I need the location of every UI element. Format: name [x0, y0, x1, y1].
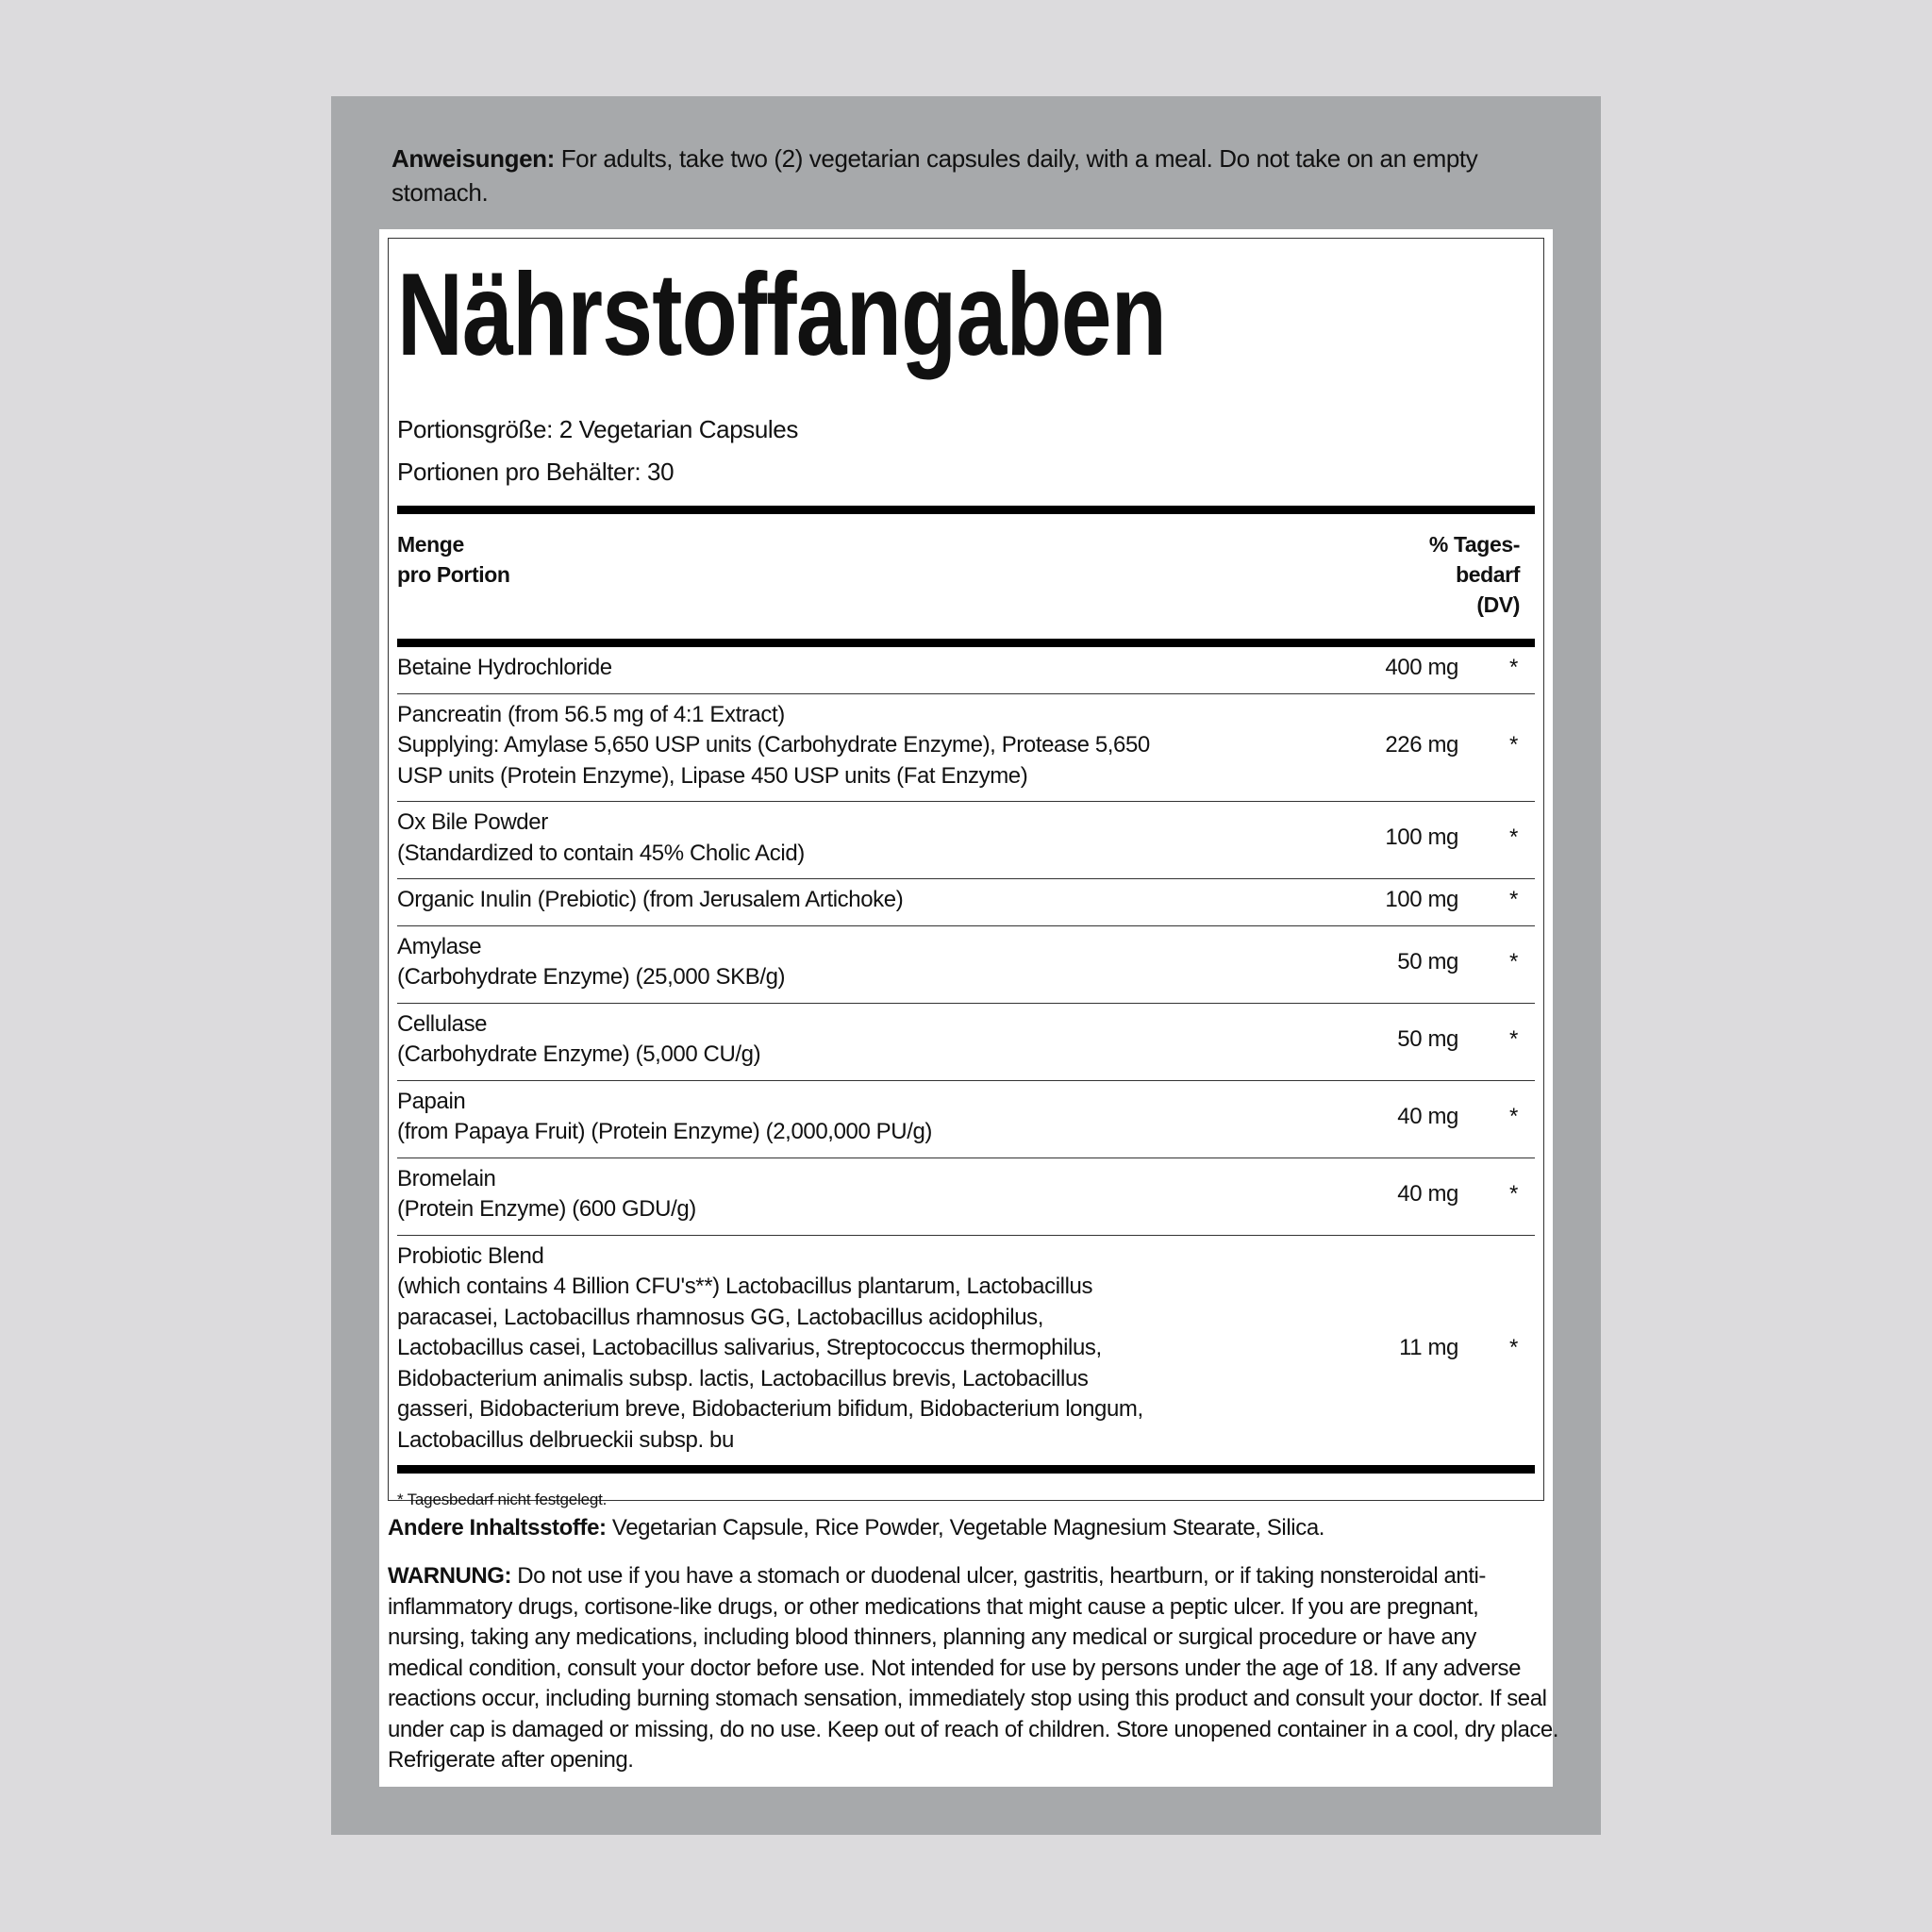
nutrient-daily-value: * [1509, 732, 1518, 758]
nutrient-daily-value: * [1509, 655, 1518, 680]
table-row [397, 1004, 1535, 1081]
nutrient-line: paracasei, Lactobacillus rhamnosus GG, Lactobacillus acidophilus, [397, 1304, 1044, 1330]
header-right-line: (DV) [1476, 592, 1520, 617]
table-row [397, 647, 1535, 694]
nutrient-daily-value: * [1509, 887, 1518, 912]
supplement-facts-box [388, 238, 1544, 1508]
nutrient-line: Lactobacillus delbrueckii subsp. bu [397, 1426, 734, 1453]
warning-line: inflammatory drugs, cortisone-like drugs, or other medications that might cause a peptic ulcer. If you are pregnant, [388, 1593, 1479, 1620]
nutrient-line: (Carbohydrate Enzyme) (5,000 CU/g) [397, 1041, 761, 1067]
table-row [397, 926, 1535, 1004]
directions [391, 142, 1524, 209]
nutrient-name [397, 653, 1326, 684]
serving-size: Portionsgröße: 2 Vegetarian Capsules [397, 415, 798, 443]
nutrient-line: Bromelain [397, 1165, 496, 1191]
nutrient-line: (Protein Enzyme) (600 GDU/g) [397, 1196, 696, 1222]
nutrient-daily-value: * [1509, 1335, 1518, 1360]
warning-line: medical condition, consult your doctor before use. Not intended for use by persons under the age of 18. If any adverse [388, 1655, 1521, 1681]
other-ingredients [388, 1515, 1324, 1541]
nutrient-line: USP units (Protein Enzyme), Lipase 450 USP units (Fat Enzyme) [397, 762, 1028, 789]
nutrient-line: gasseri, Bidobacterium breve, Bidobacterium bifidum, Bidobacterium longum, [397, 1396, 1143, 1422]
nutrient-daily-value: * [1509, 1103, 1518, 1129]
nutrient-rows [397, 647, 1535, 1465]
nutrient-amount: 50 mg [1397, 948, 1458, 974]
nutrient-name [397, 885, 1326, 916]
nutrient-line: Betaine Hydrochloride [397, 655, 612, 680]
nutrient-name [397, 1009, 1326, 1071]
header-left-line: pro Portion [397, 562, 510, 587]
nutrient-line: Bidobacterium animalis subsp. lactis, Lactobacillus brevis, Lactobacillus [397, 1365, 1089, 1391]
other-ingredients-label: Andere Inhaltsstoffe: [388, 1515, 607, 1541]
header-left-line: Menge [397, 532, 464, 557]
warning-line [388, 1561, 1558, 1592]
nutrient-amount: 50 mg [1397, 1025, 1458, 1052]
nutrient-amount: 226 mg [1385, 732, 1458, 758]
nutrient-amount: 40 mg [1397, 1103, 1458, 1129]
nutrient-line: (Standardized to contain 45% Cholic Acid) [397, 840, 805, 866]
nutrient-amount: 11 mg [1399, 1335, 1458, 1360]
nutrient-name [397, 1241, 1326, 1457]
nutrient-daily-value: * [1509, 1025, 1518, 1052]
warning-line: under cap is damaged or missing, do no use. Keep out of reach of children. Store unopened container in a cool, dry place. [388, 1716, 1559, 1742]
nutrient-name [397, 1087, 1326, 1148]
nutrient-amount: 400 mg [1385, 655, 1458, 680]
header-right-line: % Tages- [1428, 532, 1520, 557]
other-ingredients-text: Vegetarian Capsule, Rice Powder, Vegetable Magnesium Stearate, Silica. [611, 1515, 1325, 1541]
header-right-line: bedarf [1456, 562, 1520, 587]
footnote: * Tagesbedarf nicht festgelegt. [397, 1491, 608, 1508]
warning-text: Do not use if you have a stomach or duodenal ulcer, gastritis, heartburn, or if taking nonsteroidal anti- [517, 1563, 1486, 1589]
nutrient-line: (Carbohydrate Enzyme) (25,000 SKB/g) [397, 964, 786, 990]
table-row [397, 1236, 1535, 1466]
nutrient-line: (from Papaya Fruit) (Protein Enzyme) (2,000,000 PU/g) [397, 1119, 933, 1144]
nutrient-line: Amylase [397, 933, 482, 959]
nutrient-name [397, 808, 1326, 869]
nutrient-line: Organic Inulin (Prebiotic) (from Jerusalem Artichoke) [397, 887, 904, 912]
warning [388, 1561, 1558, 1776]
table-row [397, 802, 1535, 879]
nutrient-line: Papain [397, 1088, 466, 1114]
nutrient-amount: 40 mg [1397, 1180, 1458, 1207]
facts-title: Nährstoffangaben [397, 250, 1167, 380]
nutrient-line: Probiotic Blend [397, 1242, 544, 1269]
nutrient-amount: 100 mg [1385, 887, 1458, 912]
nutrient-line: Supplying: Amylase 5,650 USP units (Carbohydrate Enzyme), Protease 5,650 [397, 732, 1150, 758]
directions-label: Anweisungen: [391, 144, 555, 173]
nutrient-amount: 100 mg [1385, 824, 1458, 851]
nutrient-name [397, 700, 1326, 792]
nutrient-daily-value: * [1509, 824, 1518, 851]
divider-thick [397, 1465, 1535, 1474]
nutrient-daily-value: * [1509, 948, 1518, 974]
table-row [397, 1158, 1535, 1236]
nutrient-line: (which contains 4 Billion CFU's**) Lactobacillus plantarum, Lactobacillus [397, 1274, 1093, 1299]
servings-per-container: Portionen pro Behälter: 30 [397, 458, 675, 486]
directions-text: For adults, take two (2) vegetarian capsules daily, with a meal. Do not take on an empty stomach. [391, 144, 1478, 207]
nutrient-line: Lactobacillus casei, Lactobacillus salivarius, Streptococcus thermophilus, [397, 1335, 1102, 1360]
nutrient-name [397, 932, 1326, 993]
daily-value-heading [1429, 529, 1520, 627]
table-row [397, 1081, 1535, 1158]
divider-thick [397, 506, 1535, 514]
warning-line: nursing, taking any medications, including blood thinners, planning any medical or surgical procedure or have any [388, 1624, 1476, 1650]
nutrient-line: Cellulase [397, 1010, 488, 1037]
amount-per-serving-heading [397, 529, 510, 627]
warning-line: Refrigerate after opening. [388, 1747, 634, 1773]
facts-header [397, 514, 1535, 639]
divider-thick [397, 639, 1535, 647]
nutrient-daily-value: * [1509, 1180, 1518, 1207]
table-row [397, 879, 1535, 926]
nutrient-line: Ox Bile Powder [397, 809, 548, 835]
nutrient-line: Pancreatin (from 56.5 mg of 4:1 Extract) [397, 701, 785, 727]
table-row [397, 694, 1535, 803]
warning-label: WARNUNG: [388, 1563, 512, 1589]
nutrient-name [397, 1164, 1326, 1225]
warning-line: reactions occur, including burning stomach sensation, immediately stop using this product and consult your doctor. If seal [388, 1686, 1547, 1711]
